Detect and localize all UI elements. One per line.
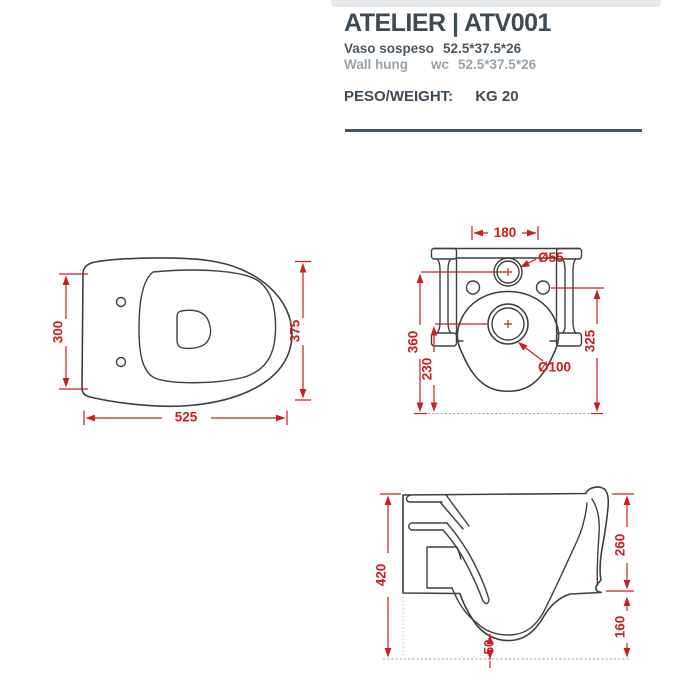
product-title: ATELIER | ATV001 [344,9,551,37]
rear-view-center-crosses [504,268,512,328]
top-view-hinge-hole-top [117,298,126,307]
dim-325 [551,288,604,414]
top-view-seat-opening [139,270,276,383]
top-view-drawing [51,258,312,425]
top-view-outer-outline [82,258,292,406]
rear-view-fixing-hole-right [537,281,550,294]
dim-420-label: 420 [373,563,389,587]
dim-160-label: 160 [612,615,628,639]
side-view-drawing [374,487,635,668]
dim-260 [606,494,634,591]
dim-300-label: 300 [50,320,66,344]
top-view-hinge-hole-bottom [117,358,126,367]
subtitle-italian-size: 52.5*37.5*26 [443,40,522,56]
rear-view-drawing [406,225,605,414]
dim-outlet-label: Ø100 [538,359,572,375]
subtitle-english-size: 52.5*37.5*26 [458,56,537,72]
dim-525 [84,410,287,426]
dim-50-label: 50 [481,639,497,655]
dim-360 [406,272,506,414]
rear-view-fixing-hole-left [467,281,480,294]
weight-value: KG 20 [475,87,519,105]
dim-180 [472,225,538,240]
dim-260-label: 260 [612,533,628,557]
side-view-internal-section [407,495,600,635]
weight-label: PESO/WEIGHT: [344,87,454,105]
top-view-center-hole [177,310,211,348]
dim-325-label: 325 [582,329,598,353]
dim-420 [374,494,402,658]
dim-inlet-label: Ø55 [538,250,564,265]
subtitle-italian-label: Vaso sospeso [344,40,435,56]
dim-outlet-diameter [516,339,571,374]
rear-view-bowl-outline [457,292,558,392]
dim-160 [613,597,631,658]
dim-360-label: 360 [405,330,421,354]
dim-180-label: 180 [493,225,517,240]
dim-375-label: 375 [287,319,303,343]
dim-230-label: 230 [419,357,435,381]
dim-525-label: 525 [174,409,198,425]
dim-230 [420,324,488,412]
subtitle-english-label: Wall hung [344,56,408,72]
subtitle-english-wc: wc [431,56,450,72]
dim-375 [288,262,312,401]
dim-50 [482,634,497,668]
side-view-outer-outline [403,487,608,641]
